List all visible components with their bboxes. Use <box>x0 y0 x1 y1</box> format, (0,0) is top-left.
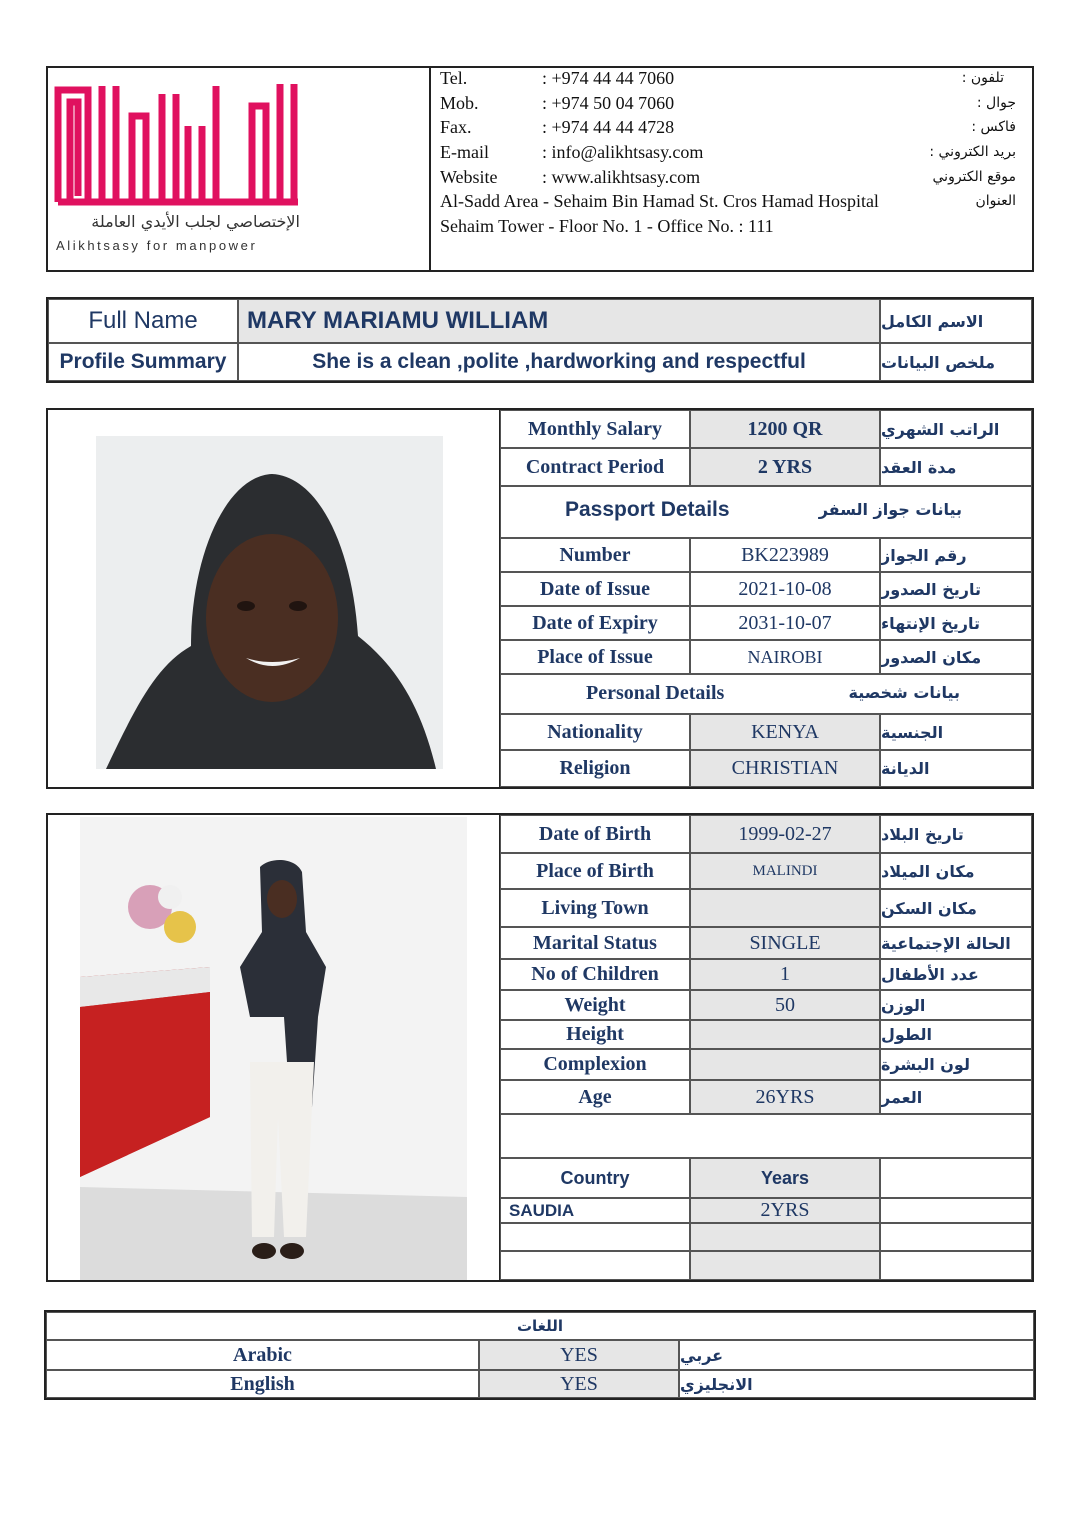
height-label-ar: الطول <box>880 1020 1032 1049</box>
language-arabic-label: Arabic <box>46 1340 479 1370</box>
contact-value: : www.alikhtsasy.com <box>542 167 701 187</box>
passport-title-ar: بيانات جواز السفر <box>818 500 962 519</box>
experience-years-header: Years <box>690 1158 880 1198</box>
languages-title-ar: اللغات <box>46 1312 1034 1340</box>
experience-country: SAUDIA <box>500 1198 690 1223</box>
issue-date-label: Date of Issue <box>500 572 690 606</box>
profile-summary-label-ar: ملخص البيانات <box>880 343 1032 381</box>
nationality-value: KENYA <box>690 714 880 750</box>
language-arabic-label-ar: عربي <box>679 1340 1034 1370</box>
full-name-label-ar: الاسم الكامل <box>880 299 1032 343</box>
language-english-value: YES <box>479 1370 679 1398</box>
complexion-value <box>690 1049 880 1080</box>
place-of-birth-value: MALINDI <box>690 853 880 889</box>
contract-period-value: 2 YRS <box>690 448 880 486</box>
contact-label-ar: تلفون : <box>961 70 1004 86</box>
place-of-issue-label-ar: مكان الصدور <box>880 640 1032 674</box>
spacer-row <box>500 1114 1032 1158</box>
religion-value: CHRISTIAN <box>690 750 880 787</box>
dob-value: 1999-02-27 <box>690 815 880 853</box>
height-value <box>690 1020 880 1049</box>
contract-period-label-ar: مدة العقد <box>880 448 1032 486</box>
complexion-label-ar: لون البشرة <box>880 1049 1032 1080</box>
portrait-photo <box>96 436 443 769</box>
contact-label: E-mail <box>440 142 489 162</box>
contact-label-ar: فاكس : <box>971 119 1016 135</box>
experience-years <box>690 1223 880 1251</box>
contract-period-label: Contract Period <box>500 448 690 486</box>
letterhead-divider <box>429 66 431 272</box>
expiry-date-label: Date of Expiry <box>500 606 690 640</box>
contact-label: Website <box>440 167 498 187</box>
experience-country <box>500 1223 690 1251</box>
issue-date-value: 2021-10-08 <box>690 572 880 606</box>
living-town-value <box>690 889 880 927</box>
living-town-label-ar: مكان السكن <box>880 889 1032 927</box>
religion-label-ar: الديانة <box>880 750 1032 787</box>
age-value: 26YRS <box>690 1080 880 1114</box>
full-name-label: Full Name <box>48 299 238 343</box>
complexion-label: Complexion <box>500 1049 690 1080</box>
passport-number-label: Number <box>500 538 690 572</box>
experience-country-header: Country <box>500 1158 690 1198</box>
age-label-ar: العمر <box>880 1080 1032 1114</box>
contact-label: Mob. <box>440 93 479 113</box>
portrait-person-icon <box>96 436 443 769</box>
place-of-birth-label: Place of Birth <box>500 853 690 889</box>
place-of-issue-value: NAIROBI <box>690 640 880 674</box>
weight-value: 50 <box>690 990 880 1020</box>
children-label: No of Children <box>500 959 690 990</box>
full-body-photo <box>80 817 467 1280</box>
salary-label-ar: الراتب الشهري <box>880 410 1032 448</box>
issue-date-label-ar: تاريخ الصدور <box>880 572 1032 606</box>
dob-label-ar: تاريخ البلاد <box>880 815 1032 853</box>
logo-mark-icon <box>52 76 304 206</box>
marital-status-label: Marital Status <box>500 927 690 959</box>
language-arabic-value: YES <box>479 1340 679 1370</box>
age-label: Age <box>500 1080 690 1114</box>
passport-title: Passport Details <box>565 498 730 521</box>
marital-status-label-ar: الحالة الإجتماعية <box>880 927 1032 959</box>
personal-title-ar: بيانات شخصية <box>848 683 960 702</box>
weight-label: Weight <box>500 990 690 1020</box>
profile-summary-value: She is a clean ,polite ,hardworking and respectful <box>238 343 880 381</box>
address-line-1: Al-Sadd Area - Sehaim Bin Hamad St. Cros Hamad Hospital <box>440 191 879 211</box>
full-body-person-icon <box>80 817 467 1280</box>
contact-label: Tel. <box>440 68 468 88</box>
full-name-value: MARY MARIAMU WILLIAM <box>238 299 880 343</box>
company-name-ar: الإختصاصي لجلب الأيدي العاملة <box>91 212 300 231</box>
contact-label: Fax. <box>440 117 472 137</box>
contact-label-ar: بريد الكتروني : <box>929 144 1016 160</box>
language-english-label-ar: الانجليزي <box>679 1370 1034 1398</box>
expiry-date-label-ar: تاريخ الإنتهاء <box>880 606 1032 640</box>
profile-summary-label: Profile Summary <box>48 343 238 381</box>
nationality-label-ar: الجنسية <box>880 714 1032 750</box>
place-of-issue-label: Place of Issue <box>500 640 690 674</box>
experience-header-blank <box>880 1158 1032 1198</box>
living-town-label: Living Town <box>500 889 690 927</box>
salary-value: 1200 QR <box>690 410 880 448</box>
children-label-ar: عدد الأطفال <box>880 959 1032 990</box>
contact-value: : +974 44 44 7060 <box>542 68 675 88</box>
height-label: Height <box>500 1020 690 1049</box>
contact-label-ar: موقع الكتروني <box>932 169 1016 185</box>
experience-country <box>500 1251 690 1280</box>
company-logo <box>52 76 304 266</box>
experience-blank <box>880 1251 1032 1280</box>
nationality-label: Nationality <box>500 714 690 750</box>
company-name-en: Alikhtsasy for manpower <box>56 238 258 253</box>
passport-number-label-ar: رقم الجواز <box>880 538 1032 572</box>
dob-label: Date of Birth <box>500 815 690 853</box>
marital-status-value: SINGLE <box>690 927 880 959</box>
salary-label: Monthly Salary <box>500 410 690 448</box>
contact-value: : +974 50 04 7060 <box>542 93 675 113</box>
experience-years: 2YRS <box>690 1198 880 1223</box>
contact-value: : +974 44 44 4728 <box>542 117 675 137</box>
address-line-2: Sehaim Tower - Floor No. 1 - Office No. : 111 <box>440 216 774 236</box>
place-of-birth-label-ar: مكان الميلاد <box>880 853 1032 889</box>
expiry-date-value: 2031-10-07 <box>690 606 880 640</box>
children-value: 1 <box>690 959 880 990</box>
experience-blank <box>880 1198 1032 1223</box>
contact-value: : info@alikhtsasy.com <box>542 142 704 162</box>
experience-blank <box>880 1223 1032 1251</box>
weight-label-ar: الوزن <box>880 990 1032 1020</box>
experience-years <box>690 1251 880 1280</box>
religion-label: Religion <box>500 750 690 787</box>
address-label-ar: العنوان <box>975 193 1016 209</box>
language-english-label: English <box>46 1370 479 1398</box>
personal-title: Personal Details <box>586 682 725 704</box>
contact-label-ar: جوال : <box>976 95 1016 111</box>
passport-number-value: BK223989 <box>690 538 880 572</box>
